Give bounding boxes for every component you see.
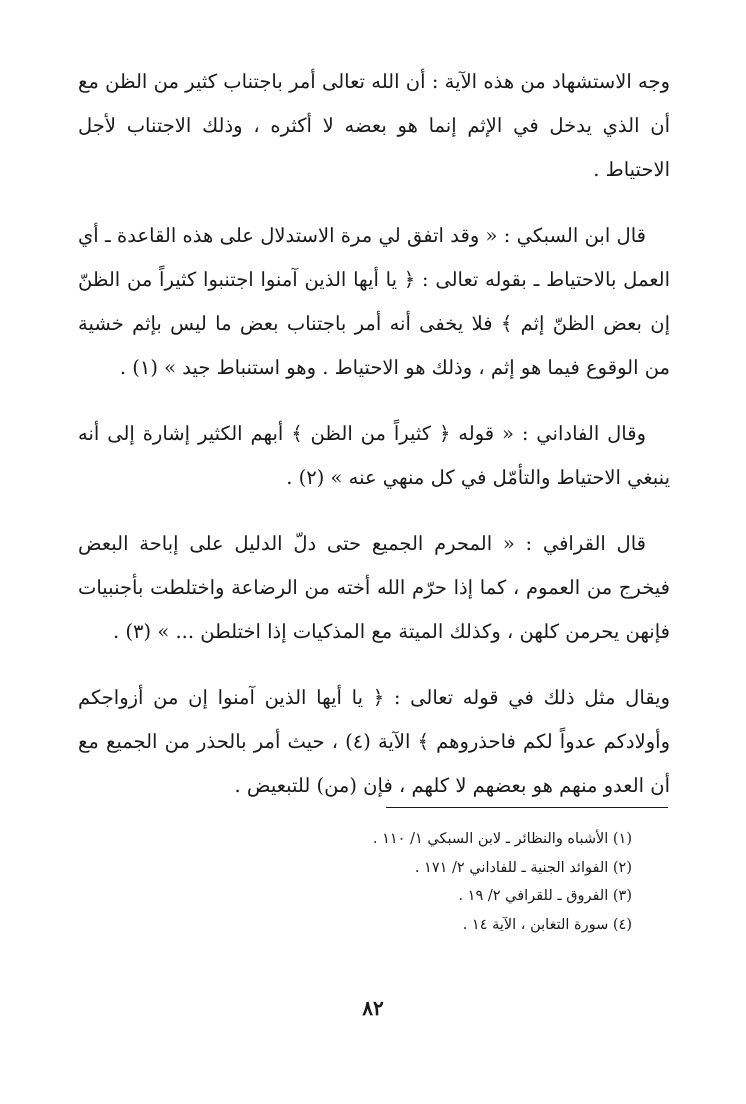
- paragraph-4: قال القرافي : « المحرم الجميع حتى دلّ الدليل على إباحة البعض فيخرج من العموم ، كما إذا حرّم الله أخته من الرضاعة واختلطت بأجنبيات فإنهن يحرمن كلهن ، وكذلك الميتة مع المذكيات إذا اختلطن ... » (٣) .: [78, 532, 670, 643]
- footnote-divider: [386, 807, 668, 808]
- footnote-2: (٢) الفوائد الجنية ـ للفاداني ٢/ ١٧١ .: [414, 859, 632, 876]
- footnote-3: (٣) الفروق ـ للقرافي ٢/ ١٩ .: [458, 888, 632, 904]
- paragraph-3: وقال الفاداني : « قوله ﴿ كثيراً من الظن ﴾ أبهم الكثير إشارة إلى أنه ينبغي الاحتياط والتأمّل في كل منهي عنه » (٢) .: [78, 422, 670, 489]
- paragraph-2: قال ابن السبكي : « وقد اتفق لي مرة الاستدلال على هذه القاعدة ـ أي العمل بالاحتياط ـ بقوله تعالى : ﴿ يا أيها الذين آمنوا اجتنبوا كثيراً من الظنّ إن بعض الظنّ إثم ﴾ فلا يخفى أنه أمر باجتناب بعض ما ليس بإثم خشية من الوقوع فيما هو إثم ، وذلك هو الاحتياط . وهو استنباط جيد » (١) .: [78, 224, 670, 379]
- page-number: ٨٢: [362, 996, 384, 1020]
- paragraph-1: وجه الاستشهاد من هذه الآية : أن الله تعالى أمر باجتناب كثير من الظن مع أن الذي يدخل في الإثم إنما هو بعضه لا أكثره ، وذلك الاجتناب لأجل الاحتياط .: [78, 70, 670, 181]
- footnote-4: (٤) سورة التغابن ، الآية ١٤ .: [462, 916, 632, 933]
- footnotes: [78, 825, 632, 939]
- page-body: [78, 60, 670, 830]
- paragraph-5: ويقال مثل ذلك في قوله تعالى : ﴿ يا أيها الذين آمنوا إن من أزواجكم وأولادكم عدواً لكم فاحذروهم ﴾ الآية (٤) ، حيث أمر بالحذر من الجميع مع أن العدو منهم هو بعضهم لا كلهم ، فإن (من) للتبعيض .: [78, 686, 670, 797]
- footnote-1: (١) الأشباه والنظائر ـ لابن السبكي ١/ ١١٠ .: [372, 831, 632, 847]
